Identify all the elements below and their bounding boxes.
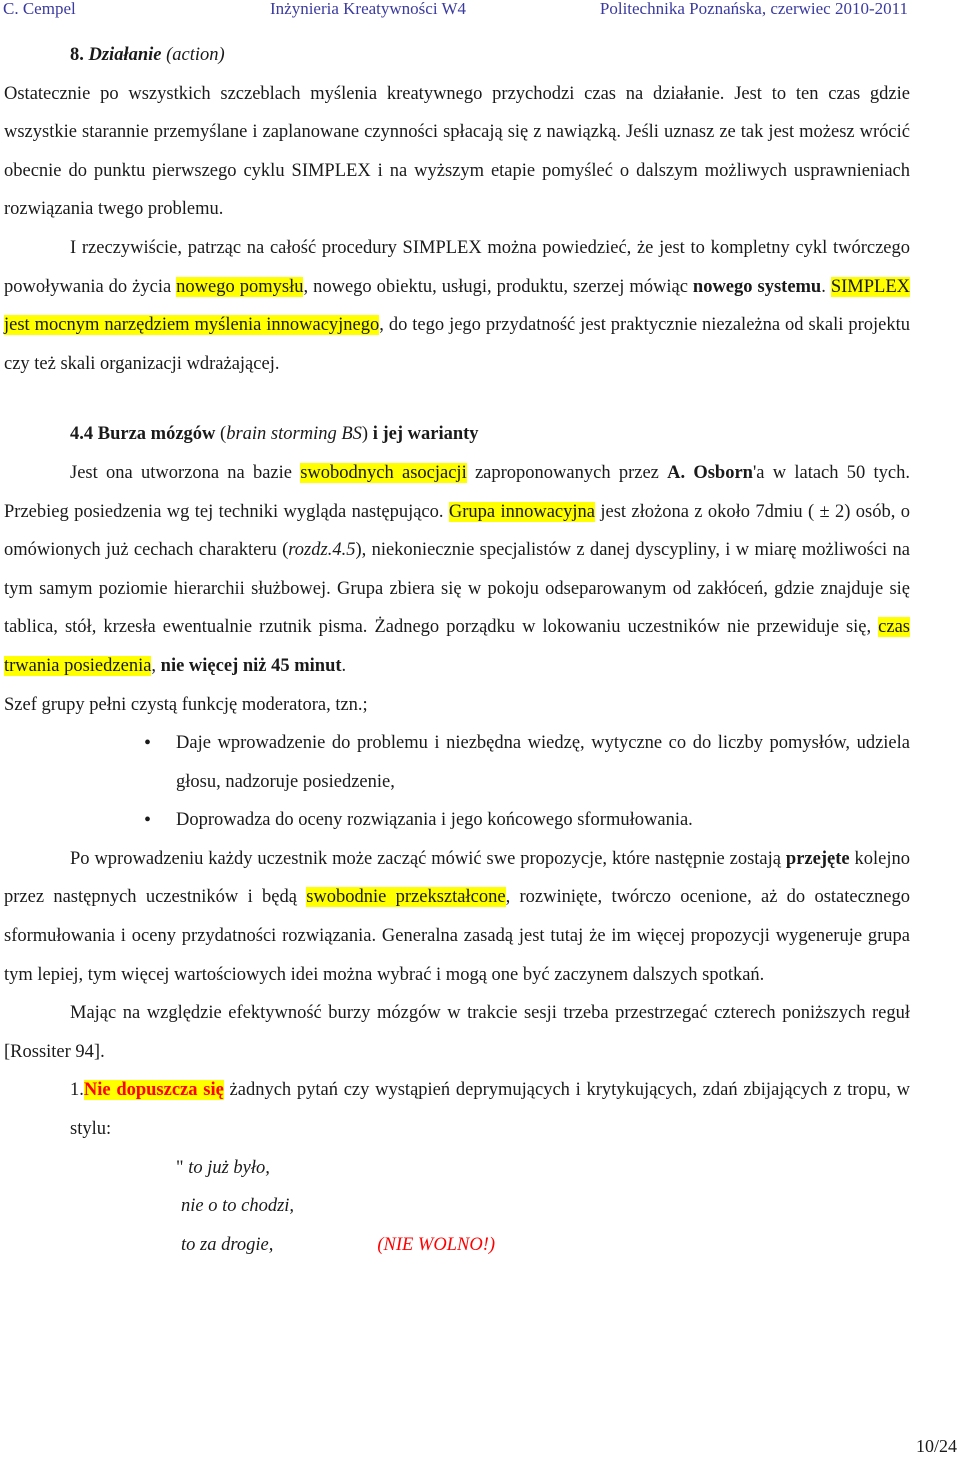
highlight-innovation-group: Grupa innowacyjna bbox=[448, 501, 595, 522]
section-8-paragraph-1: Ostatecznie po wszystkich szczeblach myślenia kreatywnego przychodzi czas na działanie. Jest to ten czas gdzie wszystkie starannie przemyślane i zaplanowane czynności spłacają się z nawiązką. Jeśli uznasz ze tak jest możesz wrócić obecnie do punktu pierwszego cyklu SIMPLEX i na wyższym etapie pomyśleć o dalszym możliwych usprawnieniach rozwiązania twego problemu. bbox=[4, 83, 910, 220]
quote-line-3 bbox=[4, 1226, 910, 1265]
highlight-free-associations: swobodnych asocjacji bbox=[300, 462, 467, 483]
highlight-freely-transformed: swobodnie przekształcone bbox=[306, 887, 506, 908]
header-author: C. Cempel bbox=[3, 0, 76, 18]
chapter-reference: rozdz.4.5 bbox=[288, 540, 356, 561]
section-4-4-title-tail: i jej warianty bbox=[372, 424, 479, 445]
p1-text-c: 'a w latach 50 tych. Przebieg posiedzenia wg tej techniki wygląda następująco. bbox=[4, 462, 910, 522]
quote-line-1 bbox=[4, 1149, 910, 1188]
section-4-4-paragraph-2: Szef grupy pełni czystą funkcję moderatora, tzn.; bbox=[4, 694, 368, 715]
section-4-4-number: 4.4 bbox=[70, 424, 94, 445]
section-gap bbox=[4, 383, 910, 415]
bold-duration-limit: nie więcej niż 45 minut bbox=[160, 655, 342, 676]
rule-1-text: żadnych pytań czy wystąpień deprymujących i krytykujących, zdań zbijających z tropu, w stylu: bbox=[70, 1080, 910, 1140]
list-item bbox=[4, 801, 910, 840]
section-4-4-paragraph-4: Mając na względzie efektywność burzy mózgów w trakcie sesji trzeba przestrzegać czterech poniższych reguł [Rossiter 94]. bbox=[4, 1003, 910, 1062]
document-body bbox=[4, 36, 910, 1264]
header-course: Inżynieria Kreatywności W4 bbox=[270, 0, 467, 18]
section-4-4-paragraph-3 bbox=[4, 840, 910, 994]
p1-text-e: ), niekoniecznie specjalistów z danej dyscypliny, i w miarę możliwości na tym samym poziomie hierarchii służbowej. Grupa zbiera się w pokoju odseparowanym od zakłóceń, gdzie znajduje się tablica, stół, krzesła ewentualnie rzutnik pisma. Żadnego porządku w lokowaniu uczestników nie przewiduje się, bbox=[4, 540, 910, 638]
p1-text-d: jest złożona z około 7dmiu ( ± 2) osób, o omówionych już cechach charakteru ( bbox=[4, 501, 910, 561]
para2-text-a: I rzeczywiście, patrząc na całość procedury SIMPLEX można powiedzieć, że jest to kompletny cykl twórczego powoływania do życia bbox=[4, 237, 910, 297]
list-item-text: Doprowadza do oceny rozwiązania i jego końcowego sformułowania. bbox=[176, 810, 693, 831]
highlight-session-duration: czas trwania posiedzenia bbox=[4, 617, 910, 676]
para2-text-d: , do tego jego przydatność jest praktycznie niezależna od skali projektu czy też skali organizacji wdrażającej. bbox=[4, 315, 910, 374]
section-4-4-heading bbox=[4, 415, 910, 454]
bullet-icon: • bbox=[144, 809, 152, 832]
p1-text-a: Jest ona utworzona na bazie bbox=[70, 462, 301, 483]
not-allowed-warning: (NIE WOLNO!) bbox=[377, 1234, 496, 1255]
paren-close: ) bbox=[361, 424, 369, 445]
quote-mark: " bbox=[176, 1157, 189, 1178]
highlight-not-allowed: Nie dopuszcza się bbox=[83, 1080, 224, 1101]
bold-taken-over: przejęte bbox=[785, 848, 850, 869]
bold-new-system: nowego systemu bbox=[692, 276, 822, 297]
section-8-title: Działanie bbox=[88, 45, 162, 65]
p3-text-c: , rozwinięte, twórczo ocenione, aż do ostatecznego sformułowania i oceny przydatności rozwiązania. Generalna zasadą jest tutaj że im więcej propozycji wygeneruje grupa tym lepiej, tym więcej wartościowych idei można wybrać i mogą one być zaczynem dalszych spotkań. bbox=[4, 887, 910, 985]
list-item-text: Daje wprowadzenie do problemu i niezbędna wiedzę, wytyczne co do liczby pomysłów, udziela głosu, nadzoruje posiedzenie, bbox=[176, 733, 910, 792]
para2-text-b: , nowego obiektu, usługi, produktu, szerzej mówiąc bbox=[303, 276, 693, 297]
page-header bbox=[0, 0, 960, 18]
bullet-icon: • bbox=[144, 732, 152, 755]
author-name: A. Osborn bbox=[667, 462, 753, 483]
section-4-4-paragraph-1 bbox=[4, 454, 910, 686]
p1-text-f: , bbox=[151, 655, 161, 676]
p3-text-b: kolejno przez następnych uczestników i będą bbox=[4, 848, 910, 908]
p1-text-g: . bbox=[341, 655, 347, 676]
moderator-duties-list bbox=[4, 724, 910, 840]
p3-text-a: Po wprowadzeniu każdy uczestnik może zacząć mówić swe propozycje, które następnie zostają bbox=[70, 848, 786, 869]
page-number: 10/24 bbox=[915, 1436, 957, 1456]
highlight-simplex-tool: SIMPLEX jest mocnym narzędziem myślenia innowacyjnego bbox=[4, 276, 911, 336]
section-4-4-title-en: brain storming BS bbox=[226, 424, 362, 445]
p1-text-b: zaproponowanych przez bbox=[466, 462, 668, 483]
quote-line-2: nie o to chodzi, bbox=[181, 1196, 295, 1217]
section-8-number: 8. bbox=[70, 45, 84, 65]
section-8-heading bbox=[4, 36, 910, 75]
section-8-title-en: (action) bbox=[166, 45, 225, 65]
header-institution: Politechnika Poznańska, czerwiec 2010-2011 bbox=[599, 0, 908, 18]
section-8-paragraph-2 bbox=[4, 229, 910, 383]
quote-3-text: to za drogie, bbox=[181, 1234, 274, 1255]
rule-1-number: 1. bbox=[70, 1080, 84, 1101]
rule-1 bbox=[4, 1071, 910, 1148]
highlight-new-idea: nowego pomysłu bbox=[176, 276, 304, 297]
section-4-4-title: Burza mózgów bbox=[97, 424, 216, 445]
quote-1-text: to już było, bbox=[188, 1157, 270, 1178]
para2-text-c: . bbox=[821, 276, 831, 297]
list-item bbox=[4, 724, 910, 801]
paren-open: ( bbox=[220, 424, 227, 445]
